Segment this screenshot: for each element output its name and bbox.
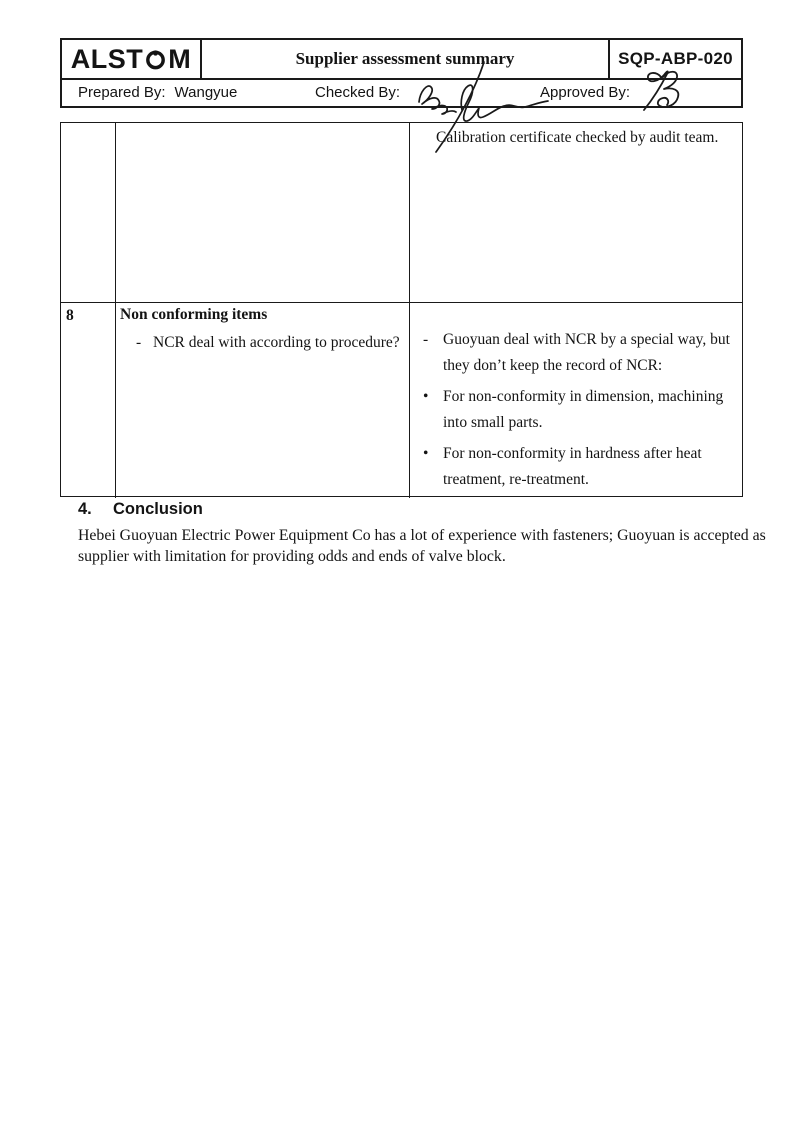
continuation-question-cell bbox=[116, 123, 410, 303]
header-table bbox=[60, 38, 743, 108]
answer-item bbox=[423, 327, 737, 379]
row8-question-text: NCR deal with according to procedure? bbox=[153, 334, 400, 351]
row8-number-cell bbox=[61, 303, 116, 498]
answer-item bbox=[423, 441, 737, 493]
row8-question-item bbox=[120, 331, 403, 355]
doc-title: Supplier assessment summary bbox=[295, 49, 515, 68]
row8-answer-cell bbox=[410, 303, 742, 498]
continuation-answer-cell bbox=[410, 123, 742, 303]
bullet-marker: • bbox=[423, 445, 429, 462]
conclusion-number: 4. bbox=[78, 500, 92, 518]
assessment-table bbox=[60, 122, 743, 497]
conclusion-heading bbox=[78, 500, 203, 519]
row8-heading: Non conforming items bbox=[120, 306, 268, 323]
bullet-marker: • bbox=[423, 388, 429, 405]
prepared-by bbox=[78, 84, 237, 101]
doc-title-cell bbox=[202, 40, 610, 78]
logo-text-right: M bbox=[168, 43, 192, 74]
answer-text: For non-conformity in hardness after heat treatment, re-treatment. bbox=[443, 445, 702, 488]
alstom-logo bbox=[62, 40, 202, 78]
dash-marker: - bbox=[136, 334, 142, 351]
alstom-logo-text bbox=[70, 43, 192, 74]
row8-question-cell bbox=[116, 303, 410, 498]
row8-number: 8 bbox=[66, 307, 74, 324]
answer-text: For non-conformity in dimension, machining into small parts. bbox=[443, 388, 724, 431]
doc-code-cell bbox=[610, 40, 741, 78]
continuation-number-cell bbox=[61, 123, 116, 303]
dash-marker: - bbox=[423, 331, 429, 348]
doc-code: SQP-ABP-020 bbox=[618, 49, 733, 68]
prepared-by-label: Prepared By: bbox=[78, 84, 166, 101]
conclusion-heading-text: Conclusion bbox=[113, 500, 203, 518]
approved-by-label: Approved By: bbox=[540, 84, 631, 101]
signoff-row bbox=[62, 80, 741, 104]
continuation-answer-text: Calibration certificate checked by audit team. bbox=[436, 129, 719, 146]
prepared-by-value: Wangyue bbox=[174, 84, 238, 101]
header-row-title bbox=[62, 40, 741, 80]
answer-text: Guoyuan deal with NCR by a special way, but they don’t keep the record of NCR: bbox=[443, 331, 730, 374]
logo-text-left: ALST bbox=[70, 43, 144, 74]
alstom-swirl-o-icon bbox=[144, 48, 167, 71]
conclusion-paragraph: Hebei Guoyuan Electric Power Equipment Co has a lot of experience with fasteners; Guoyuan is accepted as supplier with limitation for providing odds and ends of valve block. bbox=[78, 527, 766, 565]
checked-by-label: Checked By: bbox=[315, 84, 401, 101]
answer-item bbox=[423, 384, 737, 436]
